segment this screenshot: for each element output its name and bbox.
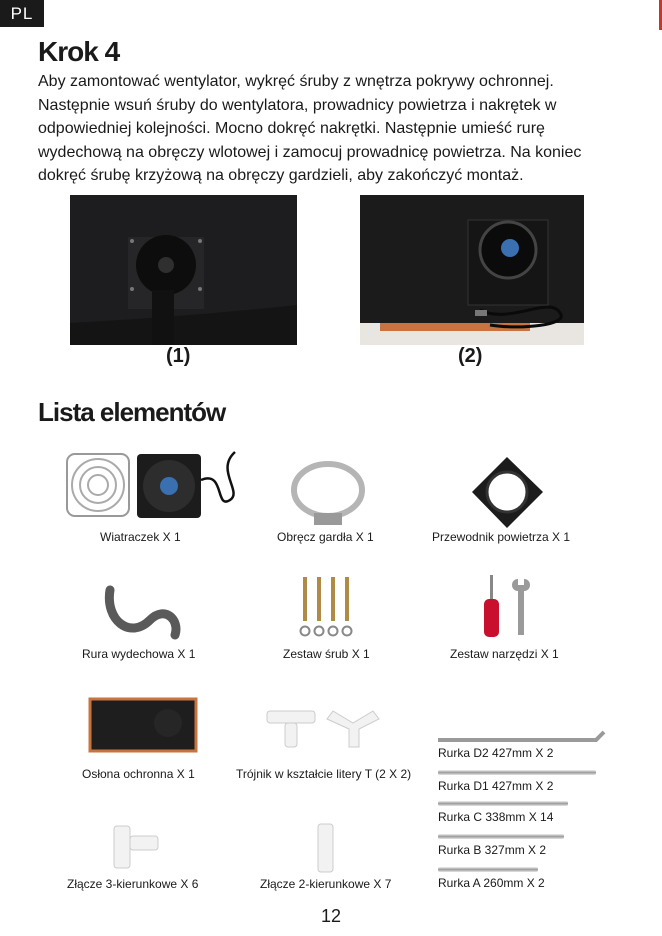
item-label-t-connector: Trójnik w kształcie litery T (2 X 2) [236, 767, 412, 781]
rod-label-a: Rurka A 260mm X 2 [438, 876, 545, 890]
rod-d2-icon [438, 730, 608, 744]
item-label-exhaust-hose: Rura wydechowa X 1 [82, 647, 196, 661]
rod-label-d1: Rurka D1 427mm X 2 [438, 779, 554, 793]
protective-cover-icon [88, 697, 200, 760]
photo-label-1: (1) [166, 345, 191, 367]
air-guide-icon [470, 455, 545, 535]
t-connector-icon [265, 705, 395, 755]
rod-label-d2: Rurka D2 427mm X 2 [438, 746, 554, 760]
item-label-3-way-connector: Złącze 3-kierunkowe X 6 [67, 877, 199, 891]
photo-fan-inside-with-cable [360, 195, 584, 345]
exhaust-hose-icon [100, 580, 185, 650]
item-label-screw-set: Zestaw śrub X 1 [283, 647, 370, 661]
rod-c-icon [438, 801, 568, 806]
3-way-connector-icon [112, 822, 162, 877]
rod-label-c: Rurka C 338mm X 14 [438, 810, 554, 824]
photo-label-2: (2) [458, 345, 483, 367]
rod-label-b: Rurka B 327mm X 2 [438, 843, 547, 857]
screw-set-icon [295, 575, 360, 645]
item-label-air-guide: Przewodnik powietrza X 1 [432, 530, 571, 544]
photo-fan-mounted-outside [70, 195, 297, 345]
item-label-2-way-connector: Złącze 2-kierunkowe X 7 [260, 877, 392, 891]
item-label-clamp: Obręcz gardła X 1 [277, 530, 374, 544]
tool-set-icon [478, 575, 538, 645]
item-label-protective-cover: Osłona ochronna X 1 [82, 767, 195, 781]
rod-a-icon [438, 867, 538, 872]
hose-clamp-icon [288, 455, 368, 535]
step-instructions: Aby zamontować wentylator, wykręć śruby z wnętrza pokrywy ochronnej. Następnie wsuń śruby do wentylatora, prowadnicy powietrza i nakrętek w odpowiedniej kolejności. Mocno dokręć nakrętki. Następnie umieść rurę wydechową na obręczy wlotowej i zamocuj prowadnicę powietrza. Na koniec dokręć śrubę krzyżową na obręczy gardzieli, aby zakończyć montaż. [38, 73, 582, 184]
rod-b-icon [438, 834, 564, 839]
language-badge: PL [0, 0, 44, 27]
2-way-connector-icon [316, 822, 336, 879]
parts-list-title: Lista elementów [38, 397, 226, 427]
page-number: 12 [320, 906, 342, 926]
item-label-tool-set: Zestaw narzędzi X 1 [450, 647, 559, 661]
step-title: Krok 4 [38, 36, 120, 67]
rod-d1-icon [438, 770, 596, 775]
fan-icon [65, 440, 245, 535]
item-label-fan: Wiatraczek X 1 [100, 530, 181, 544]
